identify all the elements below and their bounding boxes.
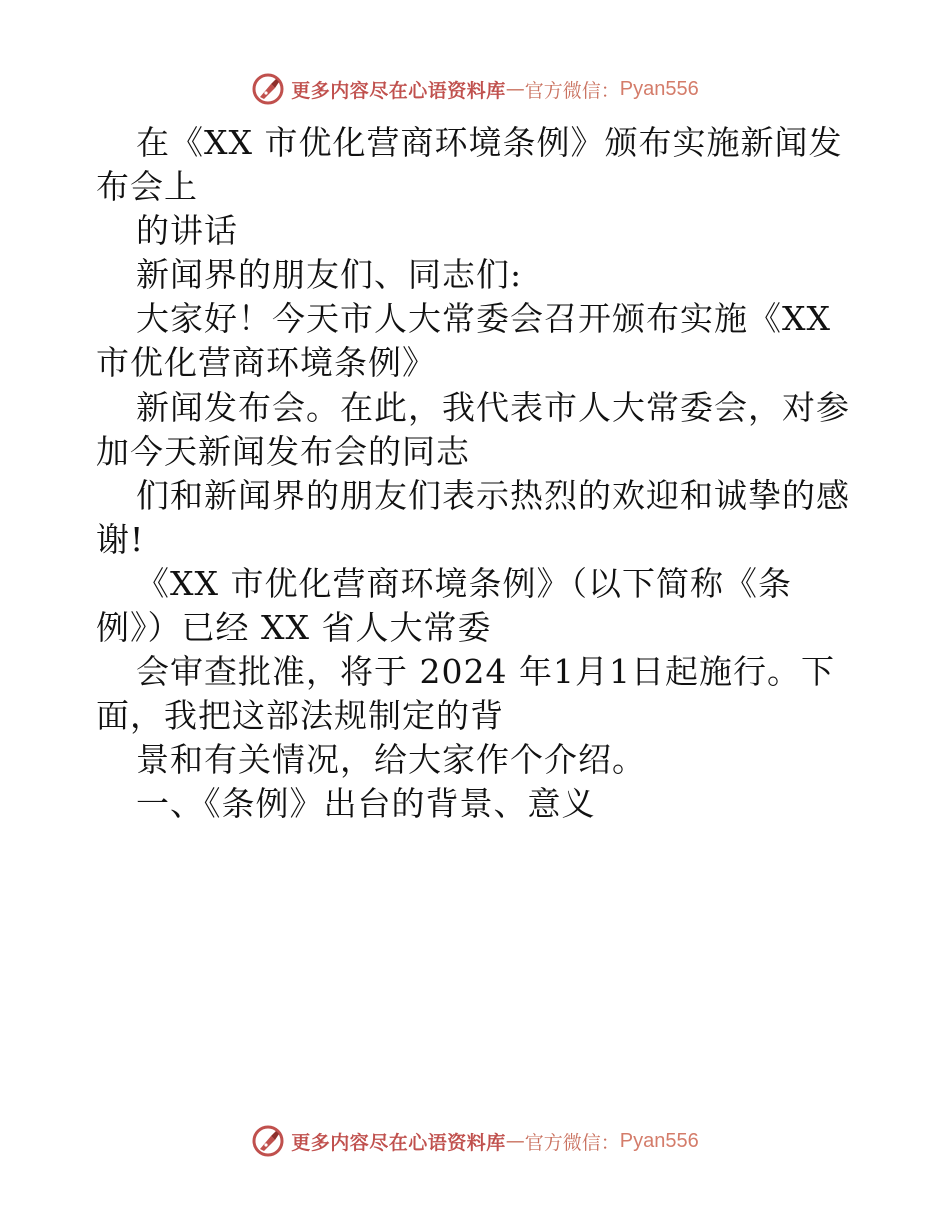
- document-body: [96, 121, 886, 827]
- banner-wechat-label: 官方微信：: [524, 79, 620, 102]
- pen-nib-logo-icon: [251, 72, 285, 106]
- body-line: 会审查批准，将于 2024 年1月1日起施行。下: [136, 652, 835, 692]
- body-line: 布会上: [96, 167, 198, 207]
- body-line: 一、《条例》出台的背景、意义: [136, 784, 596, 824]
- banner-wechat-label: 官方微信：: [524, 1131, 620, 1154]
- banner-wechat-id: Pyan556: [619, 77, 699, 100]
- body-line: 面，我把这部法规制定的背: [96, 696, 504, 736]
- body-line: 加今天新闻发布会的同志: [96, 431, 470, 471]
- body-line: 景和有关情况，给大家作个介绍。: [136, 740, 646, 780]
- body-line: 例》）已经 XX 省人大常委: [96, 608, 492, 648]
- header-banner: [0, 72, 950, 106]
- body-line: 新闻界的朋友们、同志们:: [136, 255, 523, 295]
- banner-main-text: 更多内容尽在心语资料库: [291, 1131, 506, 1154]
- body-line: 新闻发布会。在此，我代表市人大常委会，对参: [136, 387, 850, 427]
- footer-banner: [0, 1124, 950, 1158]
- body-line: 《XX 市优化营商环境条例》（以下简称《条: [136, 563, 792, 603]
- body-line: 的讲话: [136, 211, 238, 251]
- body-line: 谢!: [96, 519, 145, 559]
- banner-separator: —: [505, 1130, 525, 1152]
- body-line: 在《XX 市优化营商环境条例》颁布实施新闻发: [136, 123, 843, 162]
- banner-wechat-id: Pyan556: [619, 1129, 699, 1152]
- banner-separator: —: [505, 78, 525, 100]
- body-line: 大家好！今天市人大常委会召开颁布实施《XX: [136, 299, 831, 339]
- body-line: 们和新闻界的朋友们表示热烈的欢迎和诚挚的感: [136, 475, 850, 515]
- body-line: 市优化营商环境条例》: [96, 343, 436, 383]
- pen-nib-logo-icon: [251, 1124, 285, 1158]
- banner-main-text: 更多内容尽在心语资料库: [291, 79, 506, 102]
